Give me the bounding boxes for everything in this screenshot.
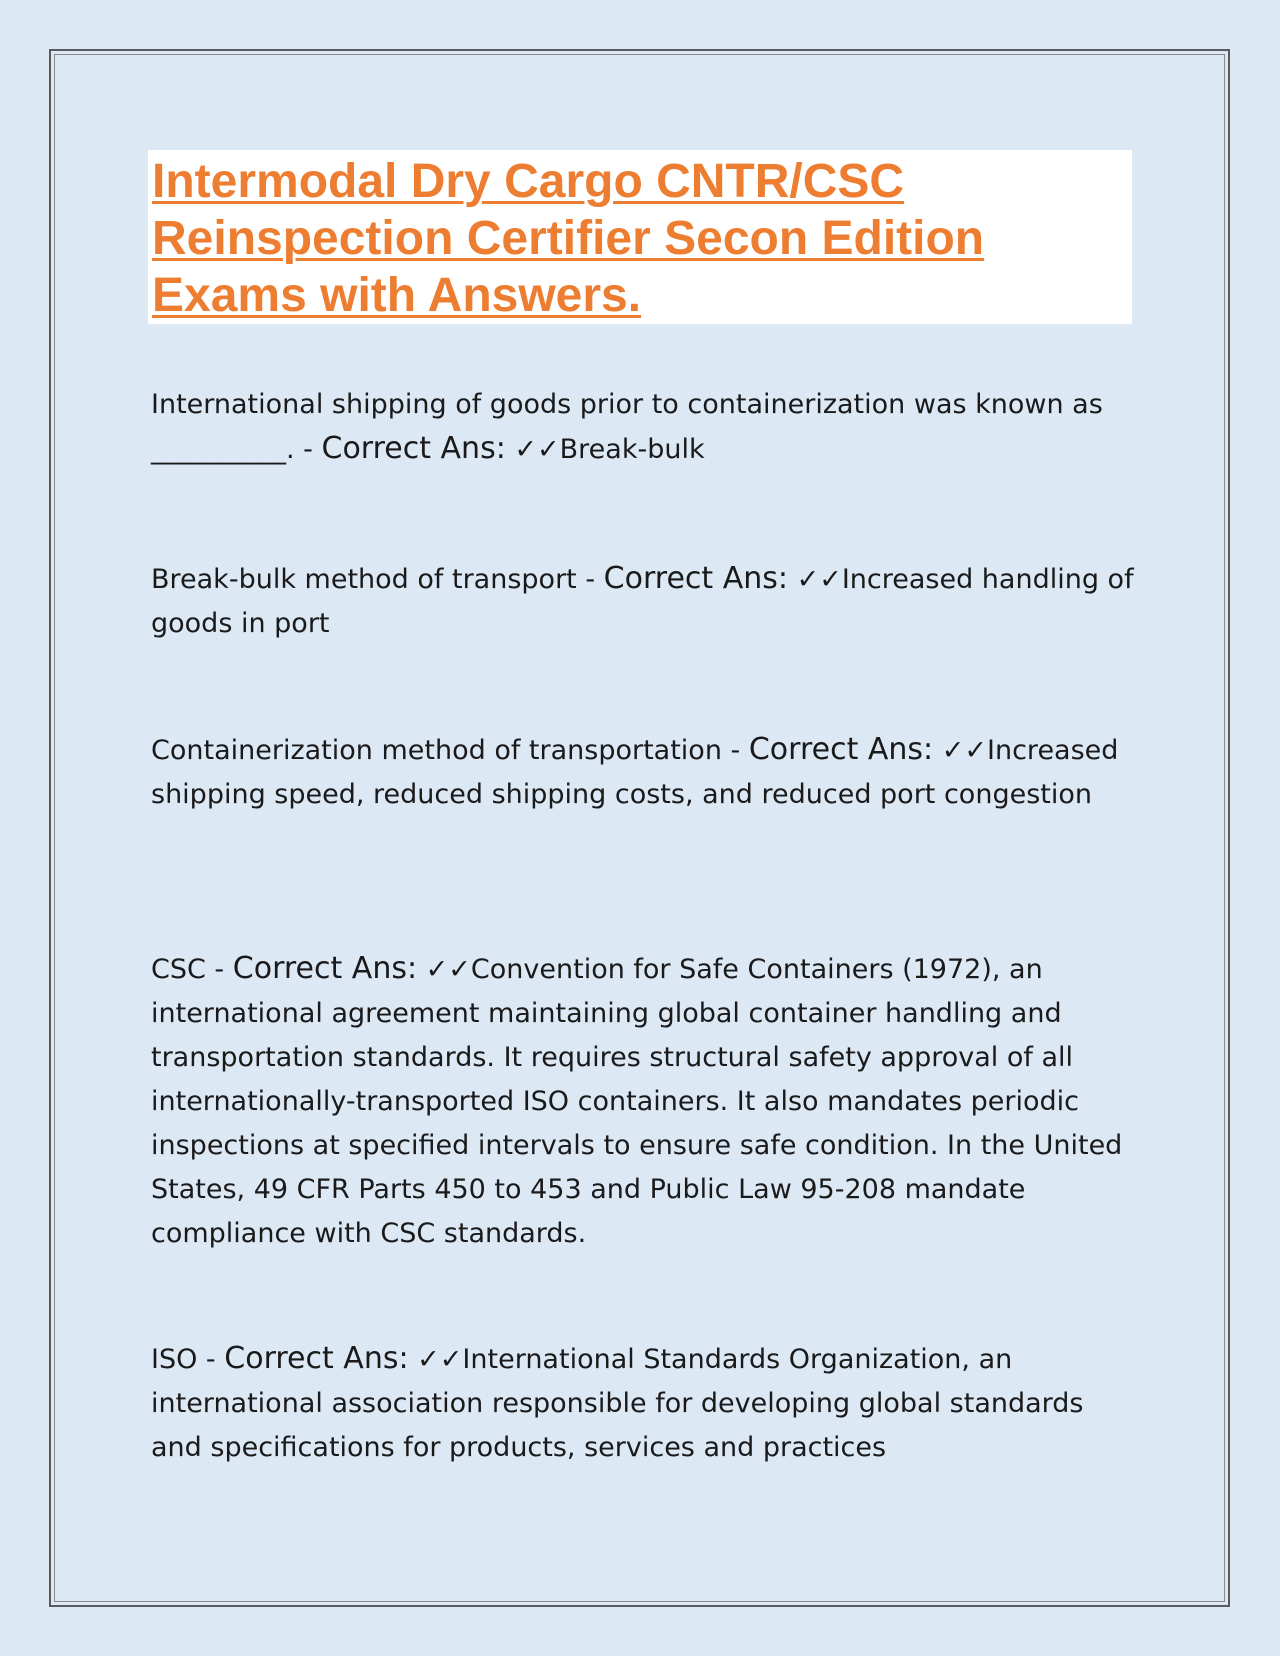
- question-text: ISO -: [151, 1344, 225, 1375]
- answer-text: Break-bulk: [559, 434, 705, 465]
- title-box: [148, 150, 1132, 324]
- qa-item: [151, 383, 1141, 472]
- answer-label: Correct Ans:: [748, 732, 934, 767]
- double-check-icon: ✓✓: [417, 1344, 463, 1375]
- answer-label: Correct Ans:: [232, 951, 418, 986]
- question-text: CSC -: [151, 954, 233, 985]
- qa-item: [151, 947, 1141, 1256]
- answer-text: Increased shipping speed, reduced shipping costs, and reduced port congestion: [151, 735, 1119, 810]
- double-check-icon: ✓✓: [796, 564, 842, 595]
- qa-item: [151, 557, 1141, 646]
- qa-item: [151, 1337, 1141, 1470]
- double-check-icon: ✓✓: [941, 735, 988, 766]
- qa-item: [151, 728, 1141, 817]
- document-title: Intermodal Dry Cargo CNTR/CSC Reinspection Certifier Secon Edition Exams with Answers.: [152, 155, 985, 322]
- answer-label: Correct Ans:: [224, 1341, 409, 1376]
- answer-text: Convention for Safe Containers (1972), an international agreement maintaining global container handling and transportation standards. It requires structural safety approval of all internationally-transported ISO containers. It also mandates periodic inspections at specified intervals to ensure safe condition. In the United States, 49 CFR Parts 450 to 453 and Public Law 95-208 mandate compliance with CSC standards.: [151, 954, 1123, 1249]
- answer-text: Increased handling of goods in port: [151, 564, 1134, 639]
- answer-label: Correct Ans:: [603, 561, 788, 596]
- question-text: International shipping of goods prior to containerization was known as __________. -: [151, 389, 1103, 465]
- answer-label: Correct Ans:: [321, 431, 506, 466]
- double-check-icon: ✓✓: [425, 954, 471, 985]
- answer-text: International Standards Organization, an international association responsible for developing global standards and specifications for products, services and practices: [151, 1344, 1084, 1463]
- double-check-icon: ✓✓: [514, 434, 560, 465]
- question-text: Containerization method of transportation -: [151, 735, 749, 766]
- question-text: Break-bulk method of transport -: [151, 564, 604, 595]
